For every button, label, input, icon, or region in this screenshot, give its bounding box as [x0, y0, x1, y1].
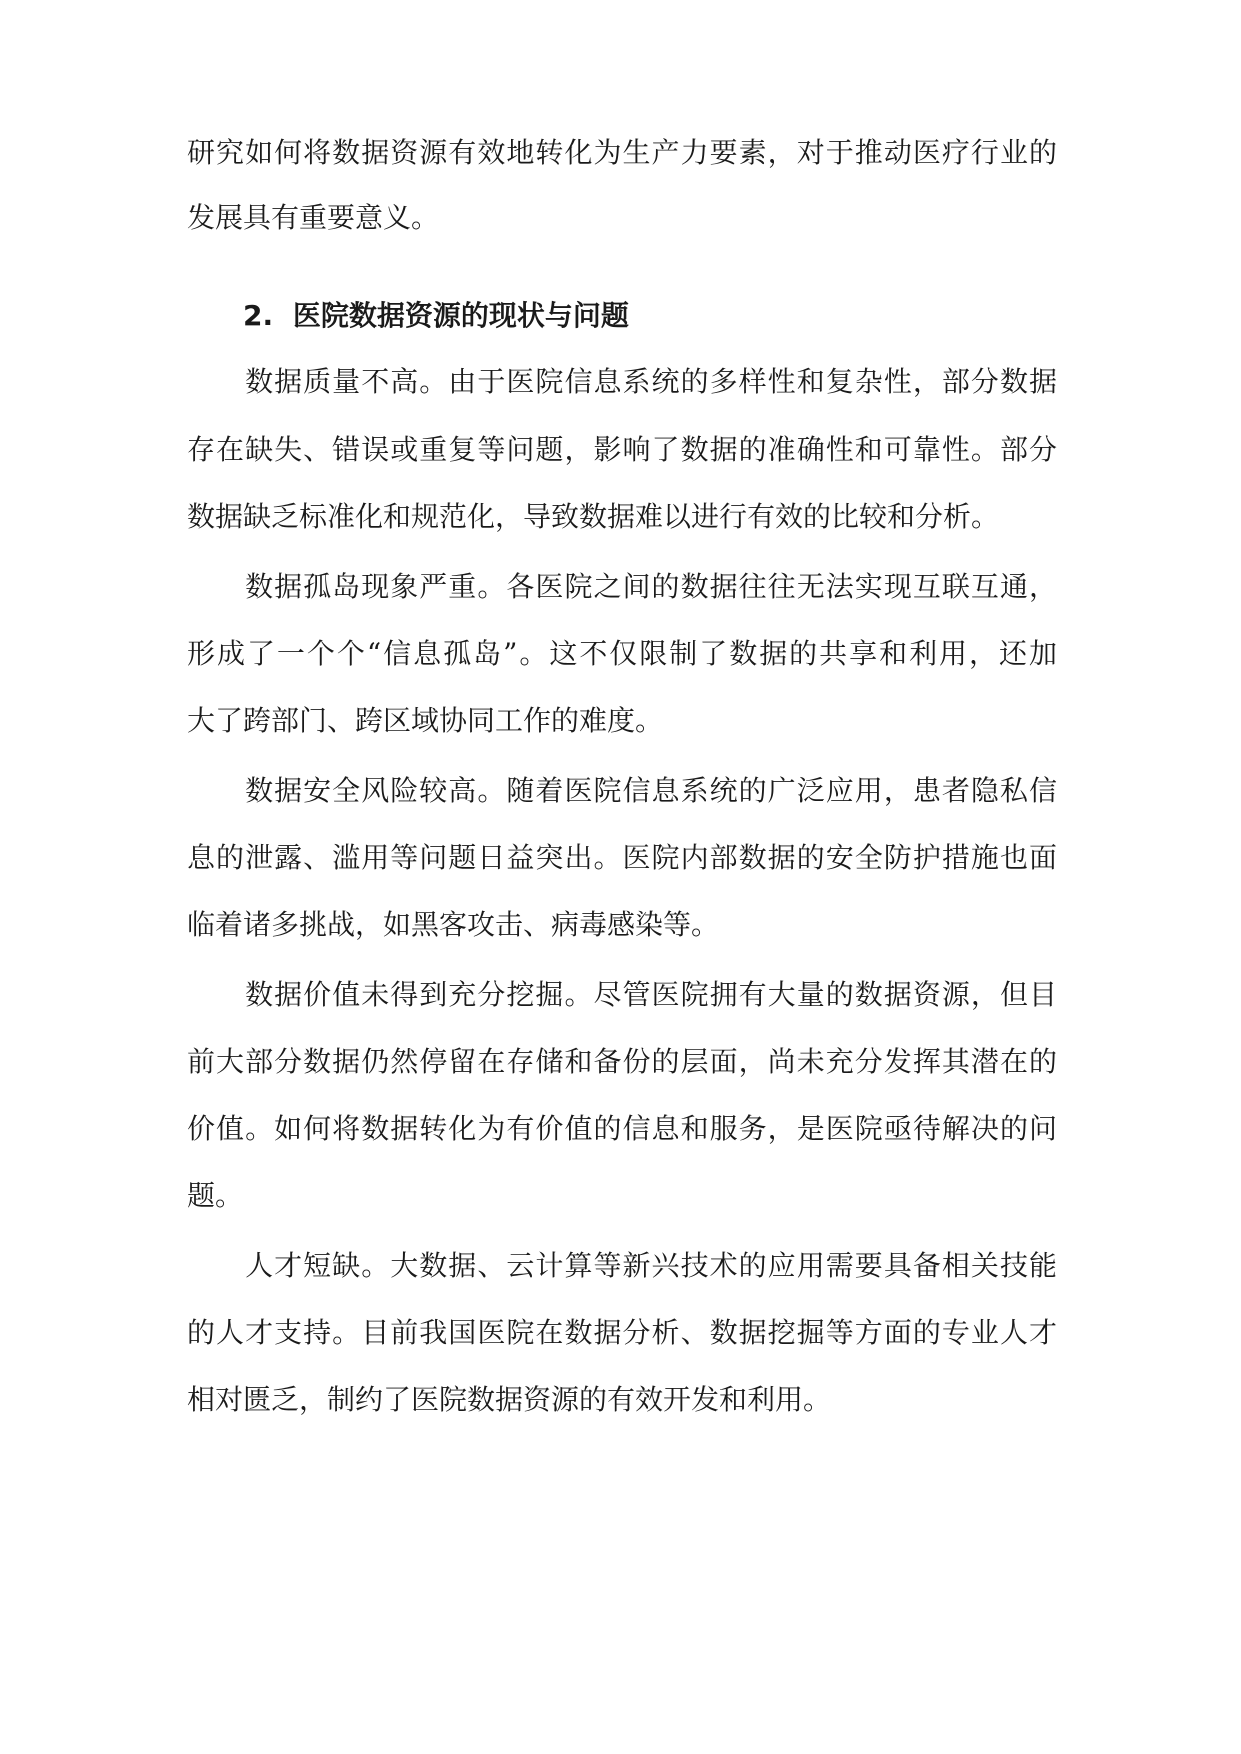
- section-heading: [243, 296, 629, 336]
- paragraph-1-line-1: 数据质量不高。由于医院信息系统的多样性和复杂性，部分数据: [187, 365, 1057, 398]
- paragraph-1-line-3: 数据缺乏标准化和规范化，导致数据难以进行有效的比较和分析。: [187, 500, 1000, 533]
- paragraph-4-line-1: 数据价值未得到充分挖掘。尽管医院拥有大量的数据资源，但目: [187, 978, 1057, 1011]
- paragraph-3-line-3: 临着诸多挑战，如黑客攻击、病毒感染等。: [187, 908, 720, 941]
- paragraph-2-line-2: 形成了一个个“信息孤岛”。这不仅限制了数据的共享和利用，还加: [187, 637, 1057, 670]
- intro-line-1: 研究如何将数据资源有效地转化为生产力要素，对于推动医疗行业的: [187, 136, 1057, 169]
- intro-line-2: 发展具有重要意义。: [187, 201, 440, 234]
- paragraph-3-line-2: 息的泄露、滥用等问题日益突出。医院内部数据的安全防护措施也面: [187, 841, 1057, 874]
- paragraph-2-line-3: 大了跨部门、跨区域协同工作的难度。: [187, 704, 664, 737]
- paragraph-4-line-4: 题。: [187, 1179, 244, 1212]
- section-title: 医院数据资源的现状与问题: [292, 299, 629, 332]
- paragraph-4-line-3: 价值。如何将数据转化为有价值的信息和服务，是医院亟待解决的问: [187, 1112, 1057, 1145]
- paragraph-3-line-1: 数据安全风险较高。随着医院信息系统的广泛应用，患者隐私信: [187, 774, 1057, 807]
- paragraph-5-line-1: 人才短缺。大数据、云计算等新兴技术的应用需要具备相关技能: [187, 1249, 1057, 1282]
- paragraph-2-line-1: 数据孤岛现象严重。各医院之间的数据往往无法实现互联互通，: [187, 570, 1057, 603]
- paragraph-5-line-3: 相对匮乏，制约了医院数据资源的有效开发和利用。: [187, 1383, 832, 1416]
- paragraph-1-line-2: 存在缺失、错误或重复等问题，影响了数据的准确性和可靠性。部分: [187, 433, 1057, 466]
- section-number: 2.: [243, 299, 274, 332]
- paragraph-5-line-2: 的人才支持。目前我国医院在数据分析、数据挖掘等方面的专业人才: [187, 1316, 1057, 1349]
- paragraph-4-line-2: 前大部分数据仍然停留在存储和备份的层面，尚未充分发挥其潜在的: [187, 1045, 1057, 1078]
